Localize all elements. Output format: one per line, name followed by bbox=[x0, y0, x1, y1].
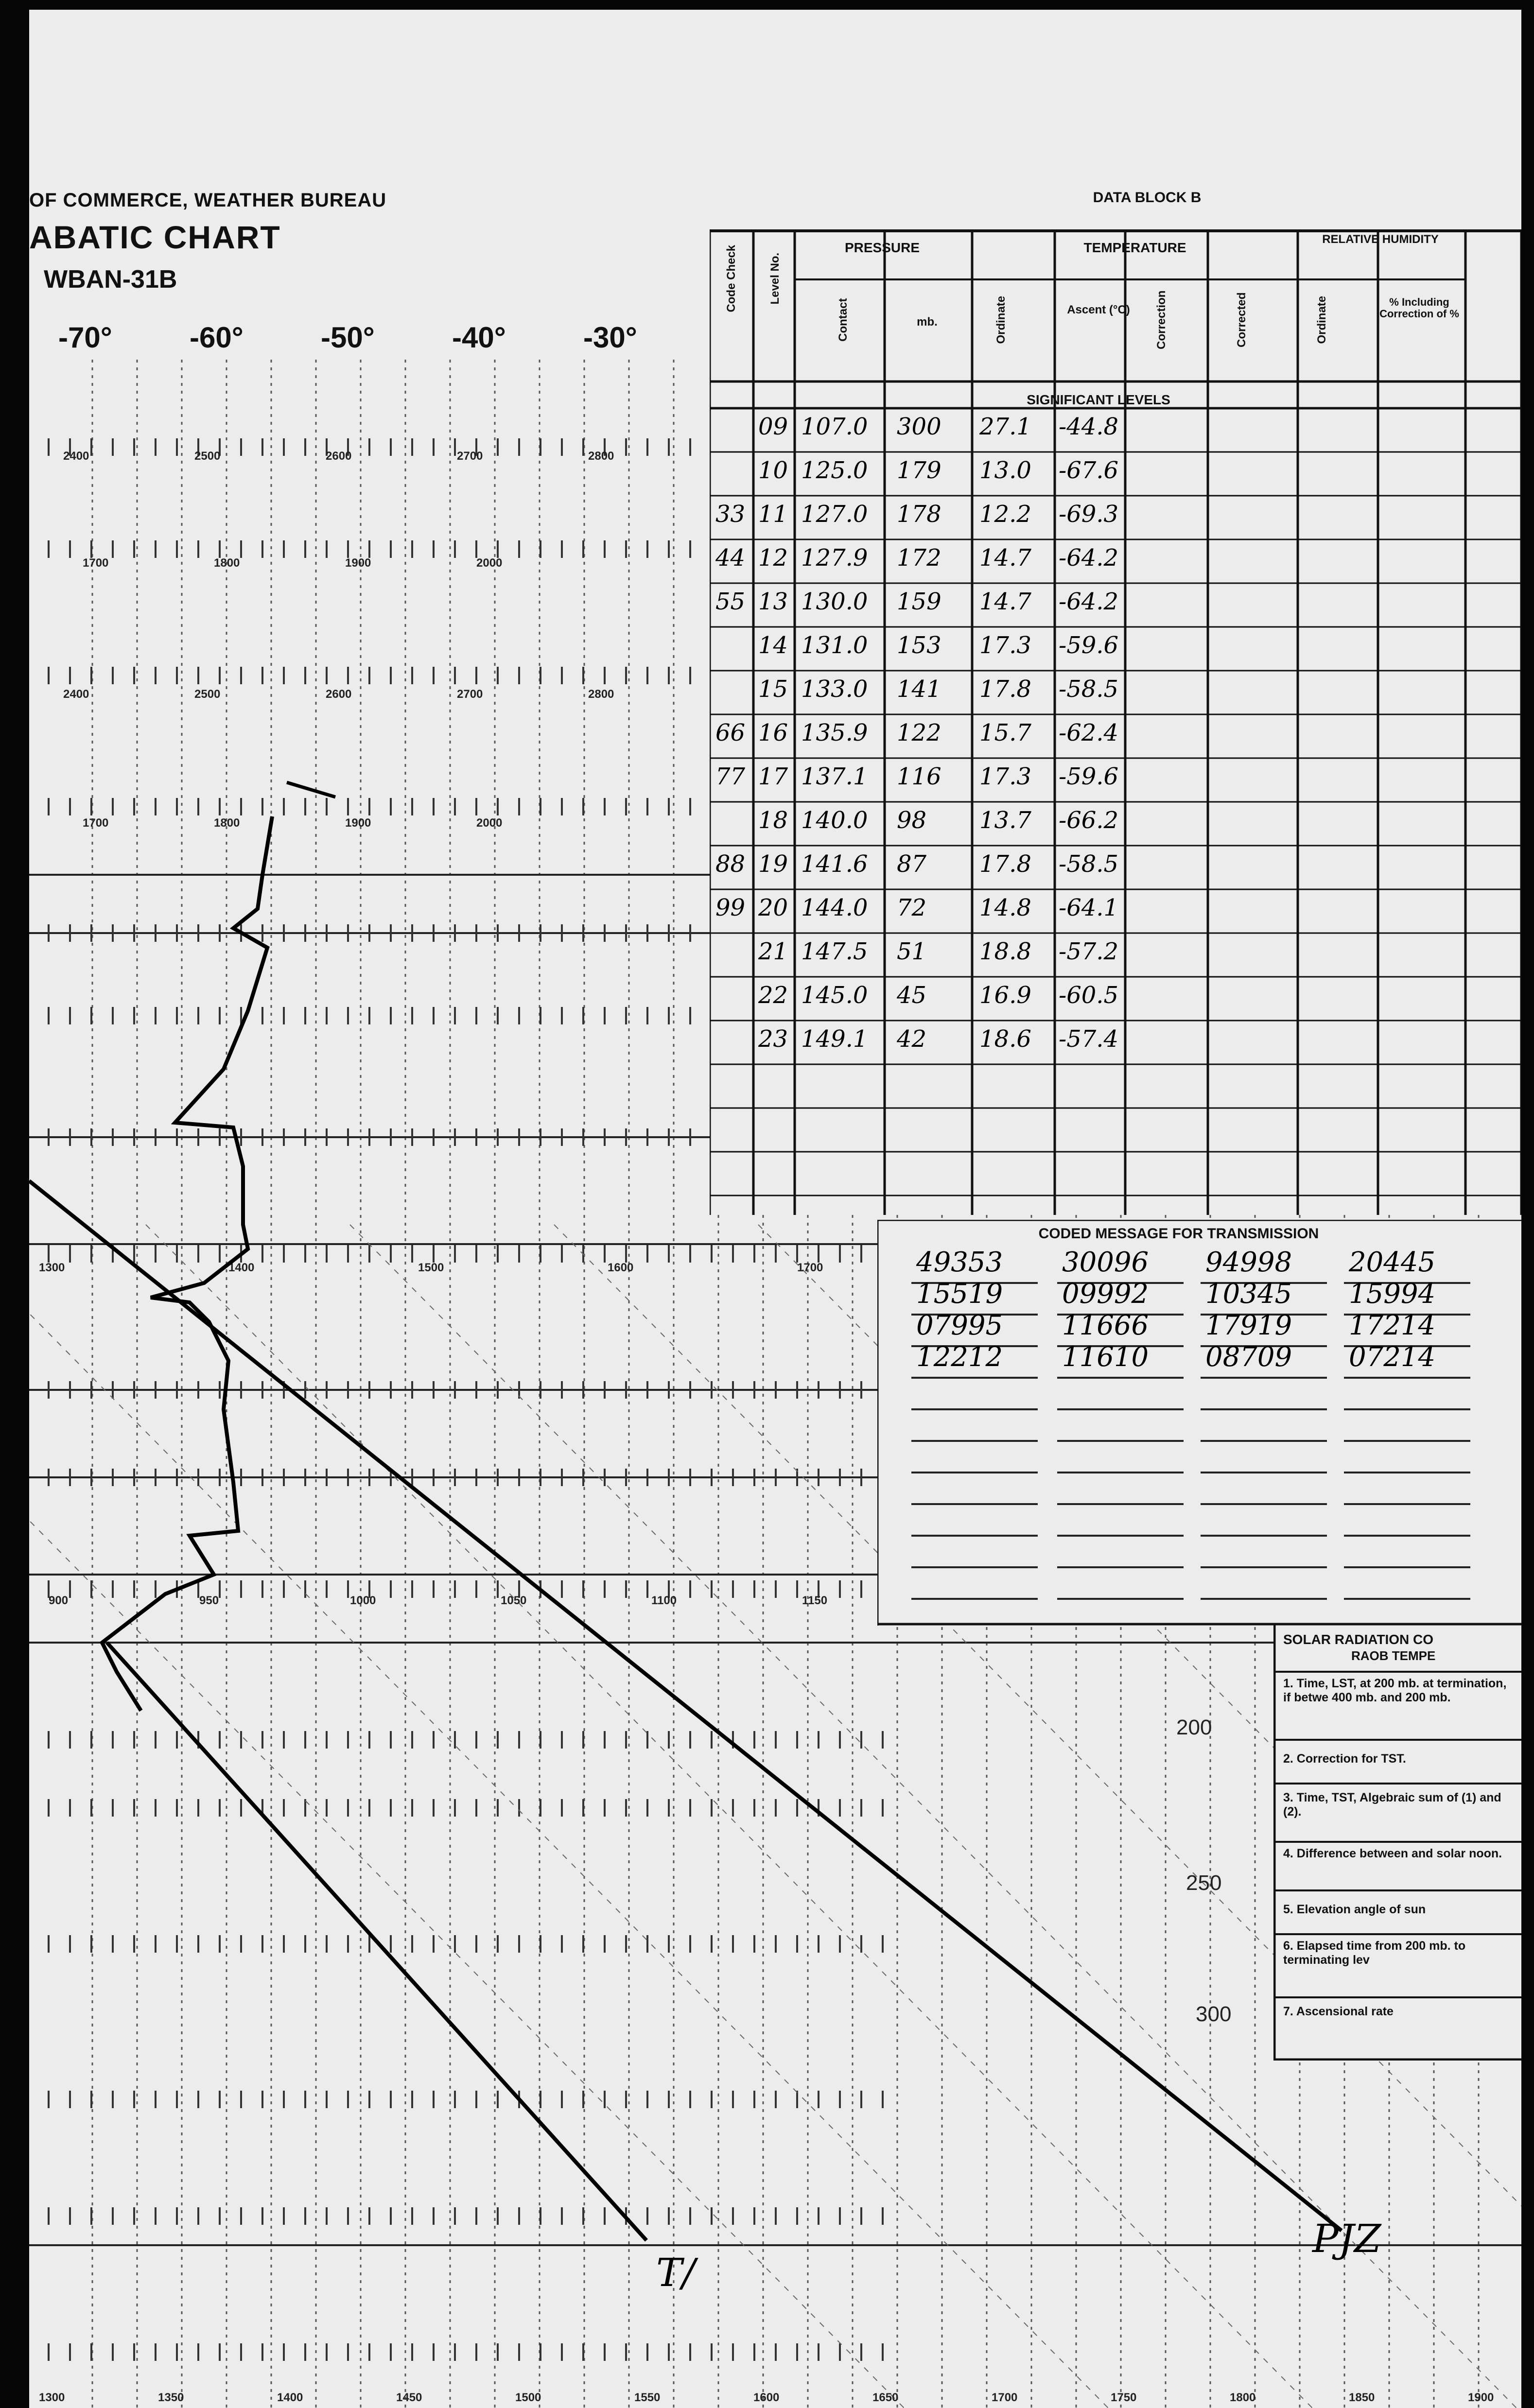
significant-levels-label: SIGNIFICANT LEVELS bbox=[1027, 392, 1170, 407]
cell-contact: 131.0 bbox=[801, 632, 868, 659]
cell-ordinate: 14.7 bbox=[979, 544, 1031, 572]
cell-level: 17 bbox=[758, 763, 788, 790]
cell-ordinate: 18.6 bbox=[979, 1025, 1031, 1053]
height-tick-label: 1050 bbox=[501, 1594, 527, 1607]
solar-item: 4. Difference between and solar noon. bbox=[1283, 1847, 1502, 1860]
dew-point-line bbox=[107, 1643, 646, 2240]
temp-label-minus40: -40° bbox=[452, 321, 506, 354]
height-tick-label: 1850 bbox=[1349, 2391, 1375, 2404]
cell-ascent: -58.5 bbox=[1059, 850, 1119, 878]
cell-ordinate: 14.8 bbox=[979, 894, 1031, 921]
cell-code: 33 bbox=[715, 501, 746, 528]
message-group: 30096 bbox=[1062, 1247, 1149, 1278]
cell-contact: 107.0 bbox=[801, 413, 868, 440]
solar-item: 2. Correction for TST. bbox=[1283, 1752, 1406, 1766]
cell-ascent: -64.1 bbox=[1059, 894, 1119, 921]
message-group: 11666 bbox=[1062, 1310, 1149, 1341]
cell-ascent: -66.2 bbox=[1059, 807, 1119, 834]
height-tick-label: 1500 bbox=[418, 1261, 444, 1274]
height-tick-label: 2600 bbox=[326, 450, 352, 463]
cell-ascent: -57.2 bbox=[1059, 938, 1119, 965]
signature-right: PJZ bbox=[1312, 2216, 1381, 2261]
cell-mb: 122 bbox=[897, 719, 941, 746]
message-group: 17919 bbox=[1205, 1310, 1292, 1341]
cell-contact: 144.0 bbox=[801, 894, 868, 921]
header-correction: Correction bbox=[1154, 290, 1168, 349]
cell-ascent: -69.3 bbox=[1059, 501, 1119, 528]
solar-item: 5. Elevation angle of sun bbox=[1283, 1903, 1426, 1916]
cell-level: 14 bbox=[758, 632, 788, 659]
height-tick-label: 1550 bbox=[634, 2391, 661, 2404]
cell-level: 19 bbox=[758, 850, 788, 878]
cell-contact: 141.6 bbox=[801, 850, 868, 878]
coded-message-title: CODED MESSAGE FOR TRANSMISSION bbox=[1038, 1226, 1319, 1242]
height-tick-label: 1600 bbox=[753, 2391, 780, 2404]
message-group: 10345 bbox=[1205, 1278, 1292, 1310]
cell-level: 20 bbox=[758, 894, 788, 921]
cell-ascent: -59.6 bbox=[1059, 763, 1119, 790]
cell-level: 16 bbox=[758, 719, 788, 746]
solar-item: 3. Time, TST, Algebraic sum of (1) and (2). bbox=[1283, 1791, 1501, 1819]
cell-ascent: -59.6 bbox=[1059, 632, 1119, 659]
height-tick-label: 1700 bbox=[83, 556, 109, 570]
height-tick-label: 1700 bbox=[797, 1261, 823, 1274]
cell-mb: 72 bbox=[897, 894, 927, 921]
temp-label-minus70: -70° bbox=[58, 321, 112, 354]
adiabatic-chart-sheet bbox=[29, 10, 1521, 2408]
cell-level: 13 bbox=[758, 588, 788, 615]
adiabat-line bbox=[29, 1181, 1342, 2231]
height-tick-label: 2500 bbox=[194, 688, 221, 701]
height-tick-label: 1500 bbox=[515, 2391, 541, 2404]
cell-ordinate: 27.1 bbox=[979, 413, 1031, 440]
cell-contact: 133.0 bbox=[801, 676, 868, 703]
chart-title: ABATIC CHART bbox=[29, 219, 281, 255]
cell-ordinate: 12.2 bbox=[979, 501, 1031, 528]
height-tick-label: 1750 bbox=[1111, 2391, 1137, 2404]
message-group: 12212 bbox=[916, 1341, 1003, 1373]
message-group: 17214 bbox=[1349, 1310, 1436, 1341]
cell-ordinate: 16.9 bbox=[979, 982, 1031, 1009]
cell-ascent: -64.2 bbox=[1059, 544, 1119, 572]
message-group: 09992 bbox=[1062, 1278, 1149, 1310]
cell-ordinate: 13.0 bbox=[979, 457, 1031, 484]
cell-contact: 135.9 bbox=[801, 719, 868, 746]
message-group: 08709 bbox=[1205, 1341, 1292, 1373]
message-group: 15519 bbox=[916, 1278, 1003, 1310]
temp-label-minus50: -50° bbox=[321, 321, 375, 354]
cell-ascent: -67.6 bbox=[1059, 457, 1119, 484]
header-temperature: TEMPERATURE bbox=[1083, 240, 1186, 255]
solar-item: 1. Time, LST, at 200 mb. at termination, if betwe 400 mb. and 200 mb. bbox=[1283, 1677, 1507, 1704]
height-tick-label: 1300 bbox=[39, 2391, 65, 2404]
height-tick-label: 1900 bbox=[345, 556, 371, 570]
cell-mb: 153 bbox=[897, 632, 941, 659]
cell-contact: 147.5 bbox=[801, 938, 868, 965]
cell-level: 10 bbox=[758, 457, 788, 484]
cell-mb: 172 bbox=[897, 544, 941, 572]
height-tick-label: 1700 bbox=[83, 816, 109, 830]
cell-contact: 130.0 bbox=[801, 588, 868, 615]
height-tick-label: 1600 bbox=[608, 1261, 634, 1274]
cell-contact: 127.9 bbox=[801, 544, 868, 572]
cell-ascent: -60.5 bbox=[1059, 982, 1119, 1009]
height-tick-label: 1400 bbox=[277, 2391, 303, 2404]
cell-contact: 145.0 bbox=[801, 982, 868, 1009]
height-tick-label: 1650 bbox=[872, 2391, 899, 2404]
height-tick-label: 1800 bbox=[1230, 2391, 1256, 2404]
cell-level: 21 bbox=[758, 938, 788, 965]
cell-ordinate: 17.3 bbox=[979, 632, 1031, 659]
message-group: 49353 bbox=[916, 1247, 1003, 1278]
temperature-curve bbox=[102, 816, 272, 1711]
height-tick-label: 2700 bbox=[457, 450, 483, 463]
cell-code: 66 bbox=[715, 719, 746, 746]
sounding-curves bbox=[29, 10, 1521, 2408]
cell-mb: 300 bbox=[897, 413, 941, 440]
cell-level: 15 bbox=[758, 676, 788, 703]
cell-contact: 149.1 bbox=[801, 1025, 868, 1053]
height-tick-label: 950 bbox=[199, 1594, 219, 1607]
height-tick-label: 2600 bbox=[326, 688, 352, 701]
height-tick-label: 1300 bbox=[39, 1261, 65, 1274]
solar-title: SOLAR RADIATION CO bbox=[1283, 1632, 1434, 1647]
temp-label-minus30: -30° bbox=[583, 321, 637, 354]
cell-ascent: -58.5 bbox=[1059, 676, 1119, 703]
cell-ascent: -64.2 bbox=[1059, 588, 1119, 615]
cell-level: 22 bbox=[758, 982, 788, 1009]
header-ascent: Ascent (°C) bbox=[1067, 303, 1130, 316]
cell-contact: 137.1 bbox=[801, 763, 868, 790]
header-temp-ordinate: Ordinate bbox=[994, 295, 1008, 344]
cell-mb: 87 bbox=[897, 850, 927, 878]
cell-mb: 42 bbox=[897, 1025, 927, 1053]
message-group: 20445 bbox=[1349, 1247, 1436, 1278]
cell-mb: 159 bbox=[897, 588, 941, 615]
solar-item: 7. Ascensional rate bbox=[1283, 2005, 1394, 2018]
cell-ordinate: 17.8 bbox=[979, 676, 1031, 703]
cell-ascent: -57.4 bbox=[1059, 1025, 1119, 1053]
cell-contact: 125.0 bbox=[801, 457, 868, 484]
height-tick-label: 1150 bbox=[802, 1594, 828, 1607]
cell-ordinate: 14.7 bbox=[979, 588, 1031, 615]
height-tick-label: 1400 bbox=[228, 1261, 255, 1274]
department-header: OF COMMERCE, WEATHER BUREAU bbox=[29, 190, 387, 211]
height-tick-label: 1800 bbox=[214, 556, 240, 570]
curve-stub bbox=[287, 782, 335, 797]
solar-subtitle: RAOB TEMPE bbox=[1351, 1648, 1436, 1663]
height-tick-label: 1700 bbox=[992, 2391, 1018, 2404]
message-group: 94998 bbox=[1205, 1247, 1292, 1278]
height-tick-label: 1900 bbox=[345, 816, 371, 830]
header-corrected: Corrected bbox=[1235, 292, 1248, 347]
cell-code: 99 bbox=[715, 894, 746, 921]
cell-mb: 141 bbox=[897, 676, 941, 703]
cell-mb: 179 bbox=[897, 457, 941, 484]
message-group: 07995 bbox=[916, 1310, 1003, 1341]
cell-level: 11 bbox=[758, 501, 788, 528]
message-group: 07214 bbox=[1349, 1341, 1436, 1373]
cell-mb: 178 bbox=[897, 501, 941, 528]
message-group: 15994 bbox=[1349, 1278, 1436, 1310]
height-tick-label: 1000 bbox=[350, 1594, 376, 1607]
solar-item: 6. Elapsed time from 200 mb. to terminating lev bbox=[1283, 1939, 1466, 1967]
cell-code: 77 bbox=[715, 763, 746, 790]
cell-ascent: -44.8 bbox=[1059, 413, 1119, 440]
cell-ordinate: 13.7 bbox=[979, 807, 1031, 834]
header-rh-ordinate: Ordinate bbox=[1315, 295, 1328, 344]
height-tick-label: 2800 bbox=[588, 688, 614, 701]
header-rh-including: % Including Correction of % bbox=[1379, 296, 1459, 320]
cell-contact: 140.0 bbox=[801, 807, 868, 834]
temp-label-minus60: -60° bbox=[190, 321, 244, 354]
cell-ordinate: 15.7 bbox=[979, 719, 1031, 746]
pressure-mark-300: 300 bbox=[1196, 2002, 1232, 2026]
cell-mb: 45 bbox=[897, 982, 927, 1009]
form-number: WBAN-31B bbox=[44, 265, 177, 294]
cell-contact: 127.0 bbox=[801, 501, 868, 528]
header-pressure: PRESSURE bbox=[844, 240, 920, 255]
cell-level: 23 bbox=[758, 1025, 788, 1053]
data-block-title: DATA BLOCK B bbox=[1093, 190, 1202, 206]
header-contact: Contact bbox=[836, 298, 850, 342]
signature-left: T/ bbox=[656, 2250, 696, 2295]
height-tick-label: 2000 bbox=[476, 816, 503, 830]
height-tick-label: 1450 bbox=[396, 2391, 422, 2404]
height-tick-label: 2700 bbox=[457, 688, 483, 701]
height-tick-label: 2500 bbox=[194, 450, 221, 463]
cell-code: 88 bbox=[715, 850, 746, 878]
message-group: 11610 bbox=[1062, 1341, 1149, 1373]
height-tick-label: 2400 bbox=[63, 450, 89, 463]
header-relative-humidity: RELATIVE HUMIDITY bbox=[1322, 233, 1439, 246]
height-tick-label: 1100 bbox=[651, 1594, 677, 1607]
cell-ordinate: 17.3 bbox=[979, 763, 1031, 790]
height-tick-label: 1900 bbox=[1468, 2391, 1494, 2404]
pressure-mark-250: 250 bbox=[1186, 1871, 1222, 1895]
cell-mb: 116 bbox=[897, 763, 941, 790]
cell-mb: 98 bbox=[897, 807, 927, 834]
cell-ordinate: 17.8 bbox=[979, 850, 1031, 878]
height-tick-label: 2800 bbox=[588, 450, 614, 463]
cell-code: 55 bbox=[715, 588, 746, 615]
cell-ascent: -62.4 bbox=[1059, 719, 1119, 746]
pressure-mark-200: 200 bbox=[1176, 1715, 1212, 1739]
cell-level: 09 bbox=[758, 413, 788, 440]
height-tick-label: 900 bbox=[49, 1594, 69, 1607]
cell-mb: 51 bbox=[897, 938, 927, 965]
cell-ordinate: 18.8 bbox=[979, 938, 1031, 965]
height-tick-label: 1800 bbox=[214, 816, 240, 830]
header-level-no: Level No. bbox=[768, 252, 782, 305]
cell-code: 44 bbox=[715, 544, 746, 572]
height-tick-label: 2000 bbox=[476, 556, 503, 570]
header-code-check: Code Check bbox=[724, 244, 738, 312]
cell-level: 18 bbox=[758, 807, 788, 834]
header-mb: mb. bbox=[917, 315, 938, 329]
height-tick-label: 2400 bbox=[63, 688, 89, 701]
cell-level: 12 bbox=[758, 544, 788, 572]
height-tick-label: 1350 bbox=[158, 2391, 184, 2404]
